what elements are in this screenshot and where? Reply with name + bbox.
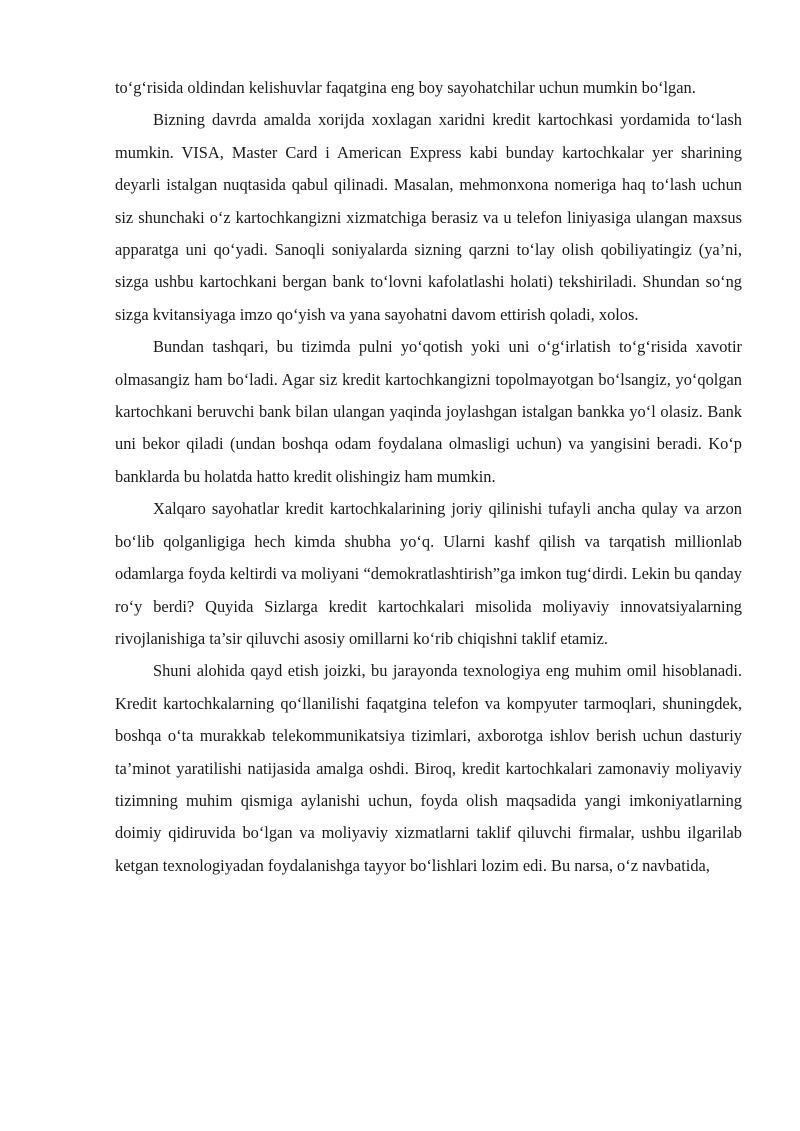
- paragraph-credit-card-payment: Bizning davrda amalda xorijda xoxlagan xaridni kredit kartochkasi yordamida to‘lash mumkin. VISA, Master Card i American Express kabi bunday kartochkalar yer sharining deyarli istalgan nuqtasida qabul qilinadi. Masalan, mehmonxona nomeriga haq to‘lash uchun siz shunchaki o‘z kartochkangizni xizmatchiga berasiz va u telefon liniyasiga ulangan maxsus apparatga uni qo‘yadi. Sanoqli soniyalarda sizning qarzni to‘lay olish qobiliyatingiz (ya’ni, sizga ushbu kartochkani bergan bank to‘lovni kafolatlashi holati) tekshiriladi. Shundan so‘ng sizga kvitansiyaga imzo qo‘yish va yana sayohatni davom ettirish qoladi, xolos.: [115, 110, 742, 324]
- paragraph-continuation: to‘g‘risida oldindan kelishuvlar faqatgina eng boy sayohatchilar uchun mumkin bo‘lgan.: [115, 78, 696, 97]
- paragraph-international-travel: Xalqaro sayohatlar kredit kartochkalarining joriy qilinishi tufayli ancha qulay va arzon bo‘lib qolganligiga hech kimda shubha yo‘q. Ularni kashf qilish va tarqatish millionlab odamlarga foyda keltirdi va moliyani “demokratlashtirish”ga imkon tug‘dirdi. Lekin bu qanday ro‘y berdi? Quyida Sizlarga kredit kartochkalari misolida moliyaviy innovatsiyalarning rivojlanishiga ta’sir qiluvchi asosiy omillarni ko‘rib chiqishni taklif etamiz.: [115, 499, 742, 648]
- paragraph-lost-card: Bundan tashqari, bu tizimda pulni yo‘qotish yoki uni o‘g‘irlatish to‘g‘risida xavotir olmasangiz ham bo‘ladi. Agar siz kredit kartochkangizni topolmayotgan bo‘lsangiz, yo‘qolgan kartochkani beruvchi bank bilan ulangan yaqinda joylashgan istalgan bankka yo‘l olasiz. Bank uni bekor qiladi (undan boshqa odam foydalana olmasligi uchun) va yangisini beradi. Ko‘p banklarda bu holatda hatto kredit olishingiz ham mumkin.: [115, 337, 742, 486]
- paragraph-technology: Shuni alohida qayd etish joizki, bu jarayonda texnologiya eng muhim omil hisoblanadi. Kredit kartochkalarning qo‘llanilishi faqatgina telefon va kompyuter tarmoqlari, shuningdek, boshqa o‘ta murakkab telekommunikatsiya tizimlari, axborotga ishlov berish uchun dasturiy ta’minot yaratilishi natijasida amalga oshdi. Biroq, kredit kartochkalari zamonaviy moliyaviy tizimning muhim qismiga aylanishi uchun, foyda olish maqsadida yangi imkoniyatlarning doimiy qidiruvida bo‘lgan va moliyaviy xizmatlarni taklif qiluvchi firmalar, ushbu ilgarilab ketgan texnologiyadan foydalanishga tayyor bo‘lishlari lozim edi. Bu narsa, o‘z navbatida,: [115, 661, 742, 875]
- body-text: [115, 72, 742, 882]
